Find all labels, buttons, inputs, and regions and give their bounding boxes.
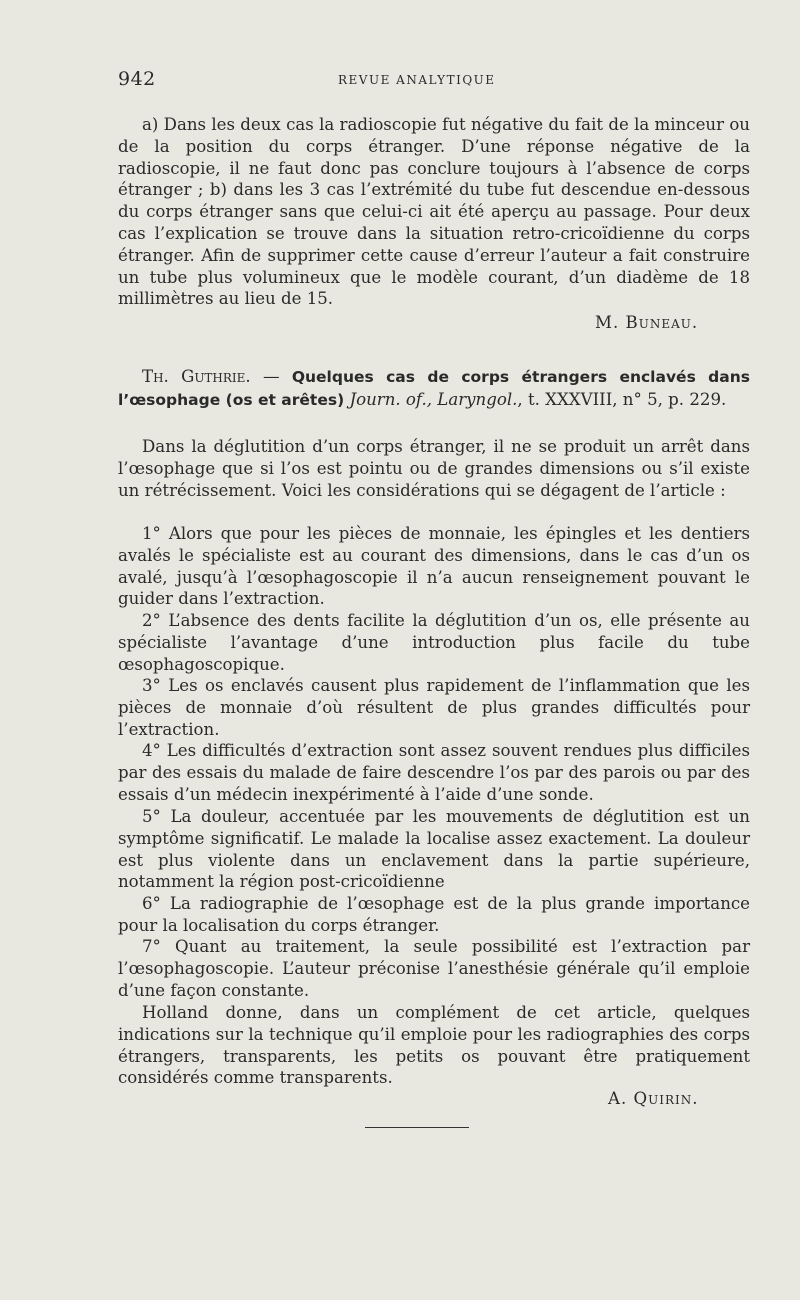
- review1-signature: M. Buneau.: [595, 313, 699, 332]
- review2-point-6: 6° La radiographie de l’œsophage est de la plus grande importance pour la localisation du corps étranger.: [118, 894, 750, 935]
- review2-title: Quelques cas de corps étrangers enclavés dans l’œsophage (os et arêtes): [118, 368, 750, 409]
- running-head: REVUE ANALYTIQUE: [338, 73, 496, 87]
- section-divider: [365, 1127, 469, 1128]
- review2-point-5: 5° La douleur, accentuée par les mouvements de déglutition est un symptôme significatif. Le malade la localise assez exactement. La douleur est plus violente dans un enclavement dans la partie supérieure, notamment la région post-cricoïdienne: [118, 807, 750, 892]
- review2-point-2: 2° L’absence des dents facilite la déglutition d’un os, elle présente au spécialiste l’avantage d’une introduction plus facile du tube œsophagoscopique.: [118, 611, 750, 674]
- page-header: [118, 68, 718, 92]
- review2-journal: Journ. of., Laryngol.: [349, 389, 518, 409]
- review2-citation: , t. XXXVIII, n° 5, p. 229.: [517, 389, 727, 409]
- review2-point-1: 1° Alors que pour les pièces de monnaie, les épingles et les dentiers avalés le spécialiste est au courant des dimensions, dans le cas d’un os avalé, jusqu’à l’œsophagoscopie il n’a aucun renseignement pouvant le guider dans l’extraction.: [118, 524, 750, 609]
- review2-author: Th. Guthrie.: [142, 367, 251, 386]
- review2-point-7: 7° Quant au traitement, la seule possibilité est l’extraction par l’œsophagoscopie. L’auteur préconise l’anesthésie générale qu’il emploie d’une façon constante.: [118, 937, 750, 1000]
- review2-point-4: 4° Les difficultés d’extraction sont assez souvent rendues plus difficiles par des essais du malade de faire descendre l’os par des parois ou par des essais d’un médecin inexpérimenté à l’aide d’une sonde.: [118, 741, 750, 804]
- review2-point-3: 3° Les os enclavés causent plus rapidement de l’inflammation que les pièces de monnaie d’où résultent de plus grandes difficultés pour l’extraction.: [118, 676, 750, 739]
- review2-dash: —: [250, 367, 292, 386]
- page-number: 942: [118, 68, 156, 90]
- review2-closing: Holland donne, dans un complément de cet article, quelques indications sur la technique qu’il emploie pour les radiographies des corps étrangers, transparents, les petits os pouvant être pratiquement considérés comme transparents.: [118, 1003, 750, 1088]
- review2-heading: [118, 366, 750, 412]
- review2-signature: A. Quirin.: [608, 1089, 699, 1108]
- review1-paragraph: a) Dans les deux cas la radioscopie fut négative du fait de la minceur ou de la position du corps étranger. D’une réponse négative de la radioscopie, il ne faut donc pas conclure toujours à l’absence de corps étranger ; b) dans les 3 cas l’extrémité du tube fut descendue en-dessous du corps étranger sans que celui-ci ait été aperçu au passage. Pour deux cas l’explication se trouve dans la situation retro-cricoïdienne du corps étranger. Afin de supprimer cette cause d’erreur l’auteur a fait construire un tube plus volumineux que le modèle courant, d’un diadème de 18 millimètres au lieu de 15.: [118, 115, 750, 309]
- review2-intro: Dans la déglutition d’un corps étranger, il ne se produit un arrêt dans l’œsophage que si l’os est pointu ou de grandes dimensions ou s’il existe un rétrécissement. Voici les considérations qui se dégagent de l’article :: [118, 437, 750, 500]
